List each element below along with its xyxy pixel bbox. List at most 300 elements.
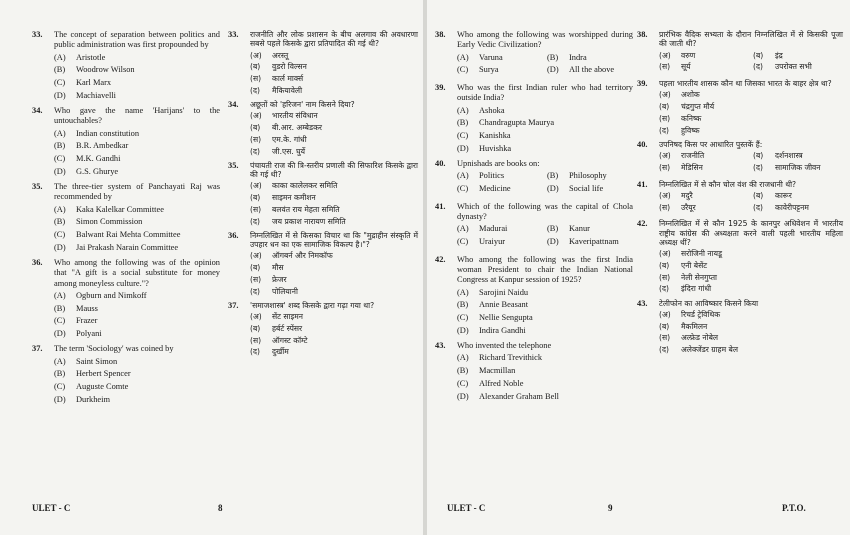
option-text: हर्बर्ट स्पेंसर	[272, 323, 303, 333]
option-text: कावेरीपट्टनम	[775, 202, 809, 212]
answer-option	[547, 65, 633, 75]
option-letter: (C)	[54, 230, 66, 239]
answer-option	[547, 171, 633, 181]
answer-option	[250, 62, 418, 71]
option-text: Herbert Spencer	[76, 369, 131, 379]
question-text: Who among the following was worshipped during Early Vedic Civilization?	[457, 30, 633, 50]
option-letter: (स)	[250, 274, 262, 284]
option-letter: (D)	[547, 184, 559, 193]
option-text: Macmillan	[479, 366, 516, 375]
option-letter: (C)	[457, 131, 469, 140]
option-letter: (द)	[753, 202, 763, 212]
question-text: प्रारंभिक वैदिक सभ्यता के दौरान निम्नलिखित में से किसकी पूजा की जाती थी?	[659, 30, 843, 49]
question-item	[228, 161, 418, 226]
option-letter: (B)	[547, 224, 559, 234]
question-item	[32, 182, 220, 253]
question-item	[228, 231, 418, 296]
option-text: दुर्खीम	[272, 347, 289, 357]
option-text: M.K. Gandhi	[76, 154, 121, 163]
answer-option	[659, 322, 843, 331]
answer-option	[250, 135, 418, 144]
option-letter: (D)	[457, 391, 469, 401]
option-list	[659, 51, 843, 75]
question-item	[637, 219, 843, 293]
left-page-number: 8	[218, 503, 223, 513]
option-letter: (B)	[54, 303, 66, 313]
option-letter: (स)	[250, 134, 262, 144]
answer-option	[54, 91, 220, 101]
option-letter: (स)	[250, 204, 262, 214]
answer-option	[250, 336, 418, 345]
option-letter: (अ)	[250, 312, 262, 321]
answer-option	[457, 144, 633, 154]
option-letter: (B)	[54, 217, 66, 227]
option-list	[457, 288, 633, 337]
option-text: Indian constitution	[76, 128, 140, 138]
question-item	[435, 255, 633, 336]
question-item	[32, 30, 220, 101]
option-letter: (ब)	[250, 62, 261, 72]
answer-option	[54, 304, 220, 314]
answer-option	[659, 310, 843, 319]
answer-option	[659, 249, 843, 258]
answer-option	[54, 357, 220, 367]
option-letter: (D)	[54, 166, 66, 176]
option-letter: (B)	[54, 141, 66, 151]
question-item	[637, 30, 843, 74]
option-letter: (A)	[54, 52, 66, 62]
answer-option	[457, 65, 543, 75]
answer-option	[54, 291, 220, 301]
option-text: Ashoka	[479, 105, 505, 115]
answer-option	[457, 288, 633, 298]
question-number: 34.	[32, 106, 43, 115]
option-letter: (द)	[250, 216, 260, 226]
option-letter: (अ)	[250, 181, 262, 191]
option-letter: (ब)	[250, 123, 261, 132]
option-letter: (C)	[457, 378, 469, 388]
right-page-number: 9	[608, 503, 613, 513]
option-list	[457, 53, 633, 79]
question-text: The term 'Sociology' was coined by	[54, 344, 174, 354]
question-text: Upnishads are books on:	[457, 159, 540, 168]
answer-option	[659, 261, 843, 270]
answer-option	[659, 191, 749, 200]
option-text: मौस	[272, 263, 284, 272]
option-text: चंद्रगुप्त मौर्य	[681, 102, 715, 111]
answer-option	[250, 217, 418, 226]
answer-option	[659, 90, 843, 99]
question-item	[435, 30, 633, 78]
answer-option	[457, 313, 633, 323]
left-english-column	[32, 30, 220, 410]
option-letter: (ब)	[250, 323, 261, 333]
answer-option	[659, 284, 843, 293]
question-text: Which of the following was the capital of Chola dynasty?	[457, 201, 633, 221]
answer-option	[54, 329, 220, 339]
option-text: अशोक	[681, 90, 700, 100]
option-text: नेली सेनगुप्ता	[681, 272, 718, 282]
question-number: 36.	[228, 230, 239, 240]
question-number: 33.	[32, 30, 43, 39]
option-text: सरोजिनी नायडू	[681, 249, 723, 258]
option-letter: (ब)	[250, 263, 261, 272]
option-letter: (C)	[54, 382, 66, 391]
option-text: वरुण	[681, 50, 696, 60]
answer-option	[54, 243, 220, 253]
question-text: Who among the following was the first India woman President to chair the Indian National Congress at Kanpur session of 1925?	[457, 254, 633, 285]
option-text: B.R. Ambedkar	[76, 141, 129, 151]
answer-option	[753, 62, 843, 71]
option-list	[54, 53, 220, 102]
option-letter: (स)	[659, 62, 671, 72]
option-letter: (स)	[659, 202, 671, 212]
option-text: रिचर्ड ट्रेविथिक	[681, 309, 721, 319]
option-list	[659, 151, 843, 175]
option-letter: (ब)	[250, 193, 261, 202]
option-text: मेडिसिन	[681, 162, 703, 172]
option-letter: (अ)	[250, 251, 262, 261]
answer-option	[250, 123, 418, 132]
answer-option	[457, 300, 633, 310]
option-letter: (D)	[547, 65, 559, 75]
option-letter: (अ)	[659, 190, 671, 200]
option-text: राजनीति	[681, 151, 705, 160]
answer-option	[457, 171, 543, 181]
answer-option	[457, 106, 633, 116]
answer-option	[457, 392, 633, 402]
question-text: 'समाजशास्त्र' शब्द किसके द्वारा गढ़ा गया था?	[250, 300, 375, 310]
option-text: मदुरै	[681, 190, 693, 200]
option-text: Sarojini Naidu	[479, 287, 529, 297]
question-text: पहला भारतीय शासक कौन था जिसका भारत के बाहर क्षेत्र था?	[659, 79, 832, 88]
option-list	[457, 224, 633, 250]
option-text: Polyani	[76, 329, 102, 338]
answer-option	[457, 224, 543, 234]
option-letter: (D)	[54, 90, 66, 100]
answer-option	[250, 347, 418, 356]
option-text: भारतीय संविधान	[272, 111, 318, 121]
question-number: 36.	[32, 258, 43, 267]
option-letter: (D)	[547, 237, 559, 246]
question-text: निम्नलिखित में से किसका विचार था कि "मुद्राहीन संस्कृति में उपहार धन का एक सामाजिक विकल्प है।"?	[250, 230, 418, 249]
question-number: 40.	[435, 159, 446, 168]
option-letter: (C)	[54, 78, 66, 87]
question-text: The three-tier system of Panchayati Raj was recommended by	[54, 182, 220, 202]
option-letter: (D)	[54, 329, 66, 338]
option-text: Politics	[479, 171, 505, 181]
question-number: 35.	[32, 182, 43, 191]
option-letter: (अ)	[659, 151, 671, 160]
answer-option	[250, 275, 418, 284]
option-letter: (स)	[250, 335, 262, 345]
option-text: Mauss	[76, 303, 98, 313]
option-letter: (द)	[659, 125, 669, 135]
option-text: दर्शनशास्त्र	[775, 151, 803, 160]
answer-option	[457, 326, 633, 336]
question-number: 41.	[637, 179, 648, 189]
option-letter: (स)	[659, 113, 671, 123]
answer-option	[54, 217, 220, 227]
answer-option	[457, 184, 543, 194]
right-hindi-column	[637, 30, 843, 359]
option-text: Kaka Kalelkar Committee	[76, 204, 164, 214]
option-letter: (C)	[54, 154, 66, 163]
question-number: 33.	[228, 30, 239, 39]
option-text: उपरोक्त सभी	[775, 62, 812, 72]
option-letter: (ब)	[753, 190, 764, 200]
answer-option	[457, 53, 543, 63]
option-letter: (A)	[54, 356, 66, 366]
question-text: उपनिषद किस पर आधारित पुस्तकें हैं:	[659, 139, 763, 149]
option-letter: (C)	[457, 237, 469, 246]
option-letter: (द)	[753, 162, 763, 172]
answer-option	[547, 53, 633, 63]
option-text: काका कालेलकर समिति	[272, 181, 338, 191]
option-letter: (C)	[457, 65, 469, 75]
option-text: Ogburn and Nimkoff	[76, 290, 147, 300]
answer-option	[54, 141, 220, 151]
answer-option	[659, 273, 843, 282]
option-letter: (द)	[250, 347, 260, 357]
option-letter: (स)	[250, 74, 262, 83]
question-item	[637, 180, 843, 215]
option-text: कार्ल मार्क्स	[272, 74, 304, 83]
option-text: Chandragupta Maurya	[479, 118, 555, 128]
option-text: Varuna	[479, 52, 503, 62]
right-page	[425, 0, 850, 535]
answer-option	[250, 181, 418, 190]
answer-option	[54, 65, 220, 75]
option-letter: (अ)	[250, 50, 262, 60]
option-text: एम.के. गांधी	[272, 134, 307, 144]
option-letter: (B)	[54, 369, 66, 379]
option-text: Jai Prakash Narain Committee	[76, 242, 179, 252]
question-text: निम्नलिखित में से कौन 1925 के कानपुर अधिवेशन में भारतीय राष्ट्रीय कांग्रेस की अध्यक्षता करने वाली पहली भारतीय महिला अध्यक्ष थीं?	[659, 219, 843, 247]
option-list	[659, 310, 843, 355]
option-text: Surya	[479, 65, 499, 75]
option-list	[54, 129, 220, 178]
answer-option	[250, 193, 418, 202]
option-text: मैकमिलन	[681, 321, 708, 331]
answer-option	[659, 345, 843, 354]
answer-option	[659, 102, 843, 111]
answer-option	[457, 353, 633, 363]
option-letter: (D)	[457, 325, 469, 335]
answer-option	[54, 395, 220, 405]
option-list	[659, 249, 843, 294]
question-number: 41.	[435, 201, 446, 211]
option-letter: (A)	[457, 287, 469, 297]
question-text: राजनीति और लोक प्रशासन के बीच अलगाव की अवधारणा सबसे पहले किसके द्वारा प्रतिपादित की गई थी?	[250, 30, 418, 49]
answer-option	[753, 191, 843, 200]
option-text: Machiavelli	[76, 90, 116, 100]
question-text: The concept of separation between politics and public administration was first propounded by	[54, 30, 220, 50]
option-letter: (D)	[457, 143, 469, 153]
option-letter: (B)	[547, 52, 559, 62]
question-item	[228, 301, 418, 357]
question-text: टेलीफोन का आविष्कार किसने किया	[659, 298, 759, 308]
question-item	[32, 106, 220, 177]
answer-option	[250, 324, 418, 333]
option-text: अलेक्जेंडर ग्राहम बेल	[681, 345, 739, 354]
option-text: Auguste Comte	[76, 382, 129, 391]
option-text: Annie Beasant	[479, 300, 529, 310]
answer-option	[54, 129, 220, 139]
option-list	[457, 106, 633, 155]
question-text: Who was the first Indian ruler who had territory outside India?	[457, 83, 633, 103]
option-letter: (D)	[54, 394, 66, 404]
question-item	[32, 344, 220, 405]
answer-option	[753, 151, 843, 160]
option-letter: (A)	[54, 204, 66, 214]
option-text: Balwant Rai Mehta Committee	[76, 230, 181, 239]
answer-option	[659, 51, 749, 60]
option-letter: (B)	[457, 366, 469, 375]
answer-option	[54, 53, 220, 63]
answer-option	[250, 86, 418, 95]
option-list	[250, 312, 418, 357]
option-letter: (A)	[54, 128, 66, 138]
option-text: Frazer	[76, 316, 98, 326]
option-letter: (B)	[457, 300, 469, 310]
option-list	[250, 251, 418, 296]
option-text: Alfred Noble	[479, 378, 524, 388]
option-letter: (C)	[457, 313, 469, 322]
option-text: Durkheim	[76, 394, 110, 404]
option-text: वुडरो विल्सन	[272, 62, 307, 72]
left-footer-code: ULET - C	[32, 503, 71, 513]
question-item	[637, 299, 843, 355]
answer-option	[54, 382, 220, 392]
option-text: एनी बेसेंट	[681, 260, 708, 270]
option-list	[659, 191, 843, 215]
option-text: अल्फ्रेड नोबेल	[681, 333, 719, 343]
answer-option	[54, 369, 220, 379]
option-text: अरस्तू	[272, 50, 289, 60]
option-text: Kaveripattnam	[569, 237, 619, 246]
answer-option	[250, 147, 418, 156]
option-letter: (A)	[54, 290, 66, 300]
option-text: साइमन कमीशन	[272, 193, 316, 202]
option-text: Philosophy	[569, 171, 607, 181]
question-number: 38.	[435, 30, 446, 39]
option-list	[457, 171, 633, 197]
option-text: Simon Commission	[76, 217, 143, 227]
option-text: कारूर	[775, 190, 792, 200]
question-item	[435, 159, 633, 197]
option-text: सामाजिक जीवन	[775, 162, 821, 172]
option-text: कनिष्क	[681, 113, 702, 123]
option-text: G.S. Ghurye	[76, 166, 119, 176]
answer-option	[457, 237, 543, 247]
option-letter: (अ)	[659, 50, 671, 60]
answer-option	[54, 154, 220, 164]
question-number: 42.	[435, 254, 446, 264]
option-text: फ्रेजर	[272, 274, 287, 284]
question-item	[228, 30, 418, 95]
option-letter: (ब)	[659, 321, 670, 331]
option-letter: (B)	[457, 118, 469, 128]
option-text: ऑगबर्न और निमकॉफ	[272, 251, 333, 261]
answer-option	[250, 51, 418, 60]
option-text: Indira Gandhi	[479, 325, 526, 335]
answer-option	[250, 287, 418, 296]
option-text: Indra	[569, 52, 587, 62]
option-text: सेंट साइमन	[272, 312, 303, 321]
question-number: 42.	[637, 219, 648, 229]
option-text: जय प्रकाश नारायण समिति	[272, 216, 346, 226]
answer-option	[547, 224, 633, 234]
question-text: पंचायती राज की त्रि-स्तरीय प्रणाली की सिफारिश किसके द्वारा की गई थी?	[250, 160, 418, 179]
answer-option	[547, 184, 633, 194]
option-letter: (अ)	[659, 309, 671, 319]
option-text: Uraiyur	[479, 237, 506, 246]
answer-option	[457, 379, 633, 389]
option-letter: (C)	[54, 316, 66, 326]
answer-option	[659, 126, 843, 135]
option-text: हुविष्क	[681, 125, 700, 135]
question-number: 40.	[637, 139, 648, 149]
question-item	[435, 341, 633, 402]
option-text: जी.एस. घुर्ये	[272, 146, 306, 156]
option-text: इंद्र	[775, 50, 783, 60]
answer-option	[659, 333, 843, 342]
option-letter: (द)	[250, 286, 260, 296]
question-item	[32, 258, 220, 339]
option-letter: (B)	[54, 65, 66, 75]
answer-option	[250, 263, 418, 272]
option-letter: (C)	[457, 184, 469, 193]
option-text: Kanishka	[479, 131, 511, 140]
answer-option	[457, 131, 633, 141]
question-number: 35.	[228, 160, 239, 170]
option-letter: (A)	[457, 224, 469, 234]
question-item	[435, 202, 633, 250]
option-letter: (स)	[659, 272, 671, 282]
right-footer-code: ULET - C	[447, 503, 486, 513]
option-letter: (A)	[457, 52, 469, 62]
option-letter: (स)	[659, 162, 671, 172]
question-number: 39.	[435, 83, 446, 92]
answer-option	[54, 230, 220, 240]
question-number: 38.	[637, 30, 648, 39]
option-text: Social life	[569, 184, 604, 193]
answer-option	[250, 251, 418, 260]
answer-option	[54, 205, 220, 215]
answer-option	[753, 51, 843, 60]
option-letter: (द)	[250, 146, 260, 156]
question-item	[637, 140, 843, 175]
option-letter: (B)	[547, 171, 559, 181]
question-text: Who gave the name 'Harijans' to the untouchables?	[54, 106, 220, 126]
left-hindi-column	[228, 30, 418, 362]
question-text: अछूतों को 'हरिजन' नाम किसने दिया?	[250, 100, 355, 109]
answer-option	[457, 366, 633, 376]
answer-option	[659, 62, 749, 71]
option-list	[54, 291, 220, 340]
option-text: Karl Marx	[76, 78, 112, 87]
option-letter: (ब)	[753, 151, 764, 160]
option-letter: (अ)	[659, 90, 671, 100]
question-number: 37.	[228, 300, 239, 310]
question-number: 43.	[435, 341, 446, 350]
answer-option	[659, 114, 843, 123]
option-text: Nellie Sengupta	[479, 313, 533, 322]
answer-option	[659, 163, 749, 172]
option-list	[457, 353, 633, 402]
option-letter: (ब)	[659, 260, 670, 270]
